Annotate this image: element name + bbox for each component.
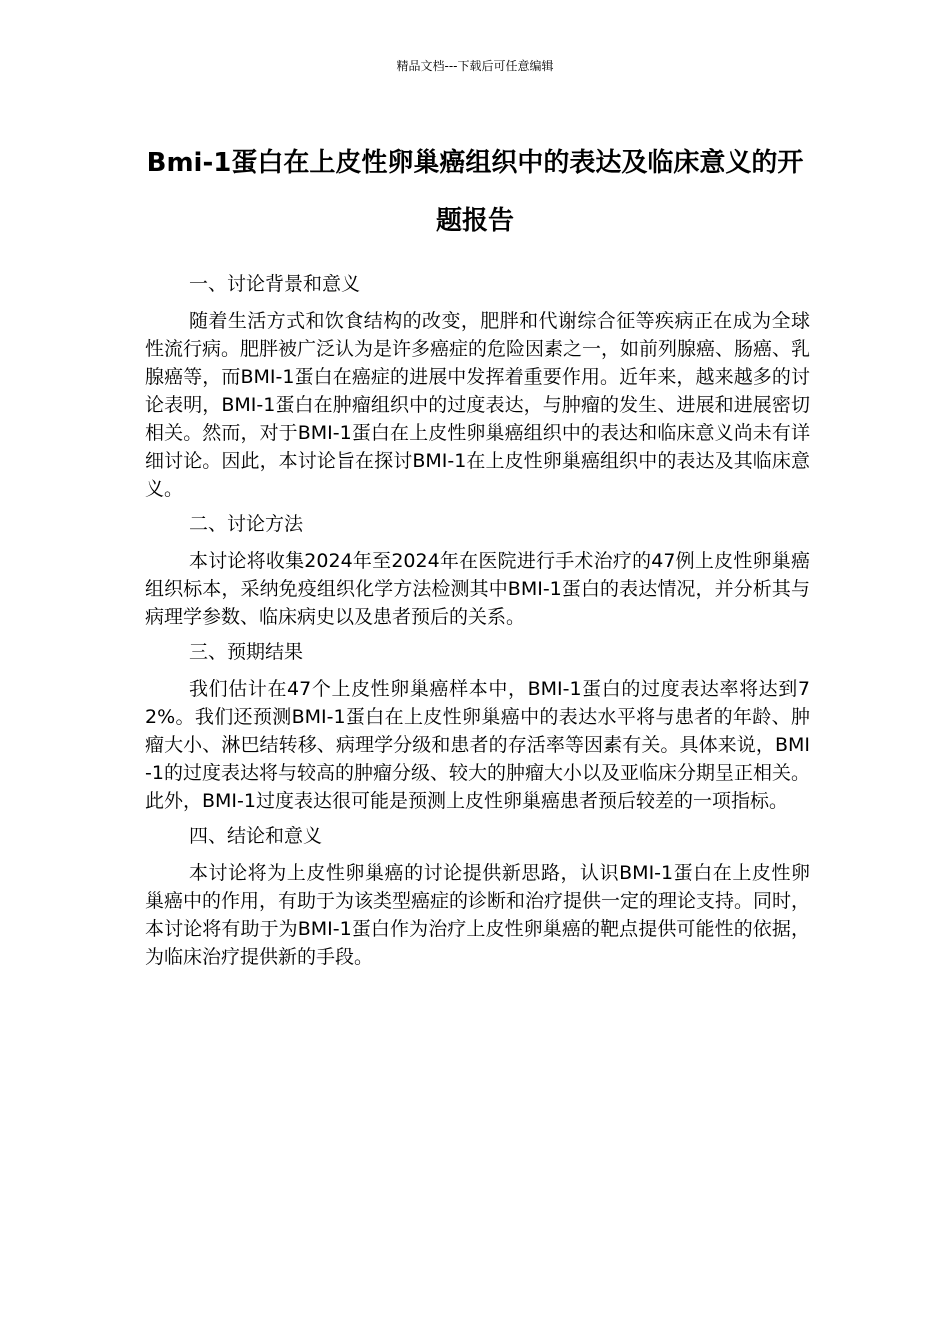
document-body bbox=[145, 270, 810, 978]
section-paragraph-background: 随着生活方式和饮食结构的改变，肥胖和代谢综合征等疾病正在成为全球性流行病。肥胖被广泛认为是许多癌症的危险因素之一，如前列腺癌、肠癌、乳腺癌等，而BMI-1蛋白在癌症的进展中发挥着重要作用。近年来，越来越多的讨论表明，BMI-1蛋白在肿瘤组织中的过度表达，与肿瘤的发生、进展和进展密切相关。然而，对于BMI-1蛋白在上皮性卵巢癌组织中的表达和临床意义尚未有详细讨论。因此，本讨论旨在探讨BMI-1在上皮性卵巢癌组织中的表达及其临床意义。 bbox=[145, 310, 811, 500]
header-note: 精品文档---下载后可任意编辑 bbox=[396, 59, 554, 73]
section-heading-methods: 二、讨论方法 bbox=[189, 513, 304, 535]
section-heading-background: 一、讨论背景和意义 bbox=[189, 273, 361, 295]
section-heading-conclusion: 四、结论和意义 bbox=[189, 825, 323, 847]
section-paragraph-methods: 本讨论将收集2024年至2024年在医院进行手术治疗的47例上皮性卵巢癌组织标本，采纳免疫组织化学方法检测其中BMI-1蛋白的表达情况，并分析其与病理学参数、临床病史以及患者预后的关系。 bbox=[145, 550, 810, 628]
document-title: Bmi-1蛋白在上皮性卵巢癌组织中的表达及临床意义的开题报告 bbox=[146, 148, 804, 236]
section-paragraph-conclusion: 本讨论将为上皮性卵巢癌的讨论提供新思路，认识BMI-1蛋白在上皮性卵巢癌中的作用，有助于为该类型癌症的诊断和治疗提供一定的理论支持。同时，本讨论将有助于为BMI-1蛋白作为治疗上皮性卵巢癌的靶点提供可能性的依据，为临床治疗提供新的手段。 bbox=[145, 862, 811, 968]
section-paragraph-expected-results: 我们估计在47个上皮性卵巢癌样本中，BMI-1蛋白的过度表达率将达到72%。我们还预测BMI-1蛋白在上皮性卵巢癌中的表达水平将与患者的年龄、肿瘤大小、淋巴结转移、病理学分级和患者的存活率等因素有关。具体来说，BMI-1的过度表达将与较高的肿瘤分级、较大的肿瘤大小以及亚临床分期呈正相关。此外，BMI-1过度表达很可能是预测上皮性卵巢癌患者预后较差的一项指标。 bbox=[145, 678, 810, 812]
section-heading-expected-results: 三、预期结果 bbox=[189, 641, 304, 663]
